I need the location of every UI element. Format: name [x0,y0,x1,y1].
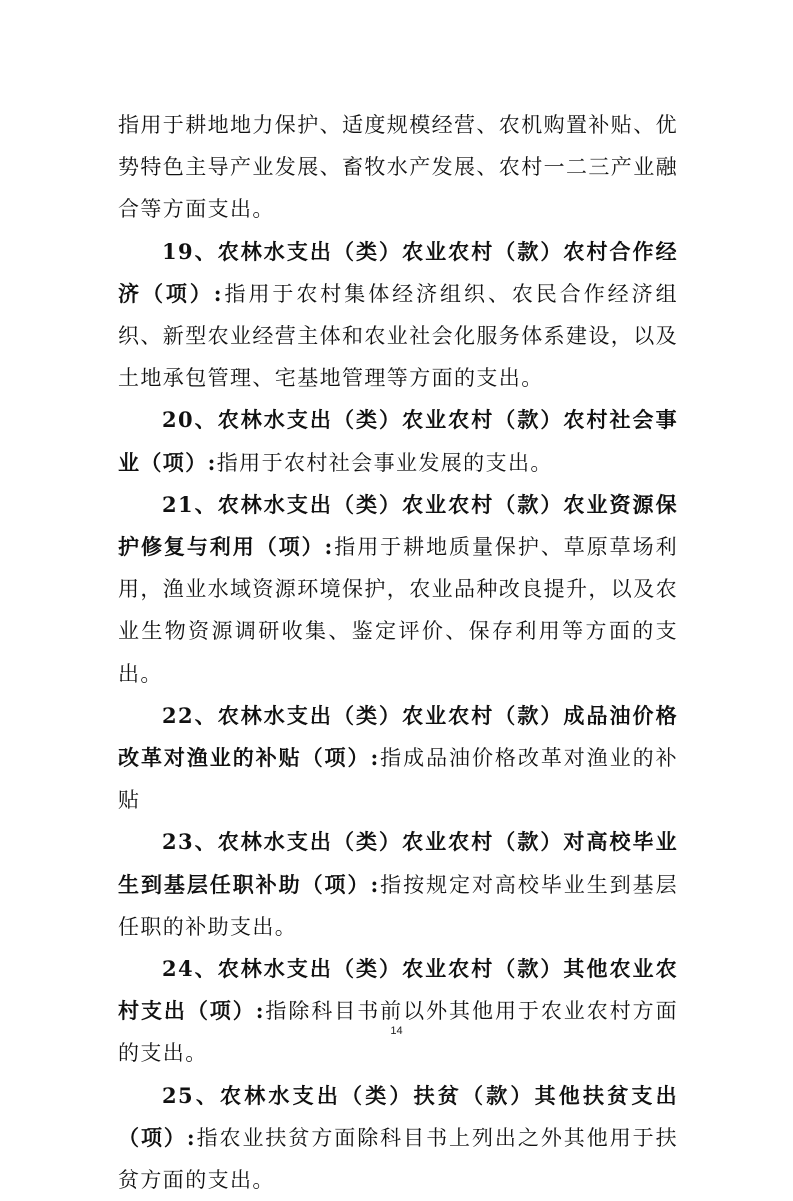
paragraph-item-20 [118,399,678,483]
item-text: 指农业扶贫方面除科目书上列出之外其他用于扶贫方面的支出。 [118,1125,678,1193]
item-heading: 20、农林水支出（类）农业农村（款）农村社会事业（项）: [118,407,678,475]
item-heading: 21、农林水支出（类）农业农村（款）农业资源保护修复与利用（项）: [118,491,678,560]
item-heading: 23、农林水支出（类）农业农村（款）对高校毕业生到基层任职补助（项）: [118,829,678,897]
paragraph-item-23 [118,821,678,948]
item-heading: 22、农林水支出（类）农业农村（款）成品油价格改革对渔业的补贴（项）: [118,702,678,771]
page-number: 14 [390,1025,403,1037]
item-heading: 24、农林水支出（类）农业农村（款）其他农业农村支出（项）: [118,956,678,1024]
item-text: 指按规定对高校毕业生到基层任职的补助支出。 [118,872,678,939]
item-text: 指用于农村社会事业发展的支出。 [216,450,553,475]
paragraph-text: 指用于耕地地力保护、适度规模经营、农机购置补贴、优势特色主导产业发展、畜牧水产发展、农村一二三产业融合等方面支出。 [118,113,678,222]
item-text: 指成品油价格改革对渔业的补贴 [118,746,678,813]
paragraph-item-24 [118,948,678,1075]
paragraph-continuation [118,104,678,231]
paragraph-item-25 [118,1075,678,1201]
paragraph-item-19 [118,231,678,400]
paragraph-item-21 [118,484,678,695]
item-text: 指用于耕地质量保护、草原草场利用，渔业水域资源环境保护，农业品种改良提升，以及农业生物资源调研收集、鉴定评价、保存利用等方面的支出。 [118,535,678,686]
item-text: 指除科目书前以外其他用于农业农村方面的支出。 [118,999,678,1066]
item-heading: 25、农林水支出（类）扶贫（款）其他扶贫支出（项）: [118,1082,678,1150]
item-text: 指用于农村集体经济组织、农民合作经济组织、新型农业经营主体和农业社会化服务体系建设，以及土地承包管理、宅基地管理等方面的支出。 [118,281,678,391]
paragraph-item-22 [118,695,678,822]
item-heading: 19、农林水支出（类）农业农村（款）农村合作经济（项）: [118,238,678,306]
